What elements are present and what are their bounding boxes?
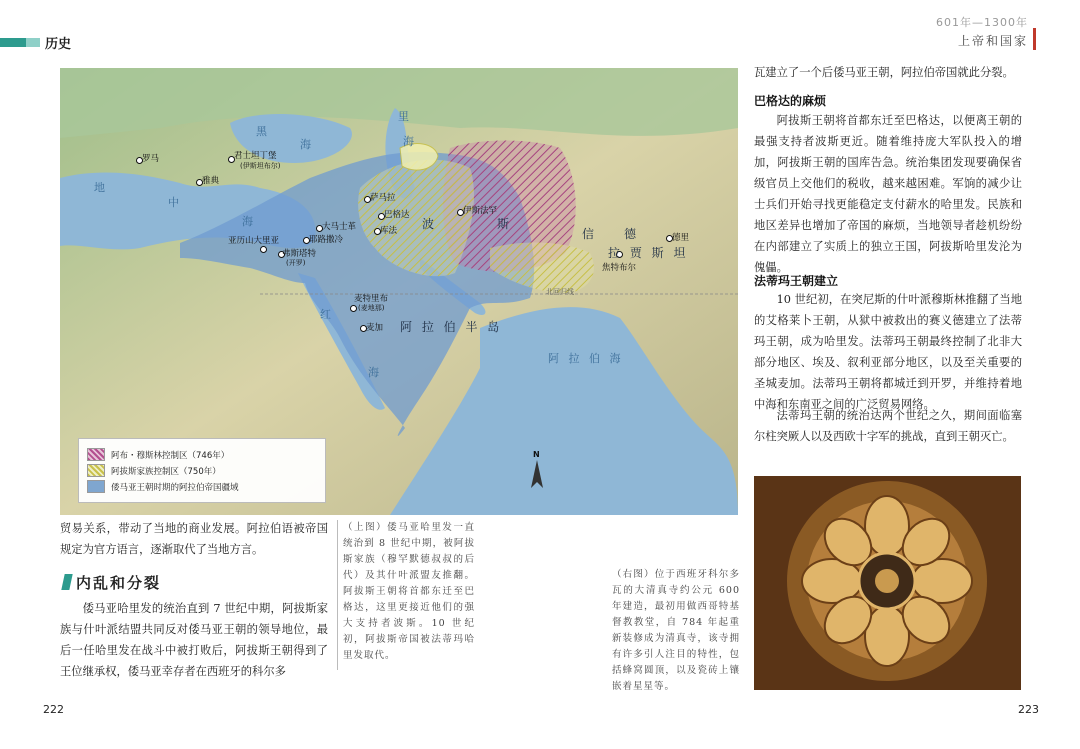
city-label-samarra: 萨马拉 — [370, 193, 396, 203]
city-label-rome: 罗马 — [142, 154, 160, 164]
legend-swatch-abbasid — [87, 464, 105, 477]
section-marker-icon — [61, 574, 72, 590]
sea-label-arabian: 阿 拉 伯 海 — [548, 352, 624, 365]
para-baghdad: 阿拔斯王朝将首都东迁至巴格达，以便离王朝的最强支持者波斯更近。随着维持庞大军队投入的增加，阿拔斯王朝的国库告急。统治集团发现要确保省级官员上交他们的税收，越来越困难。军饷的减少让士兵们开始寻找更能稳定支付薪水的哈里发。民族和地区差异也增加了帝国的麻烦，当地领导者趁机纷纷在内部建立了实质上的独立王国，阿拔斯哈里发沦为傀儡。 — [754, 114, 1022, 274]
header-red-rule — [1033, 28, 1036, 50]
map-legend — [78, 438, 326, 503]
city-label-delhi: 德里 — [672, 233, 690, 243]
city-label-jodhpur: 焦特布尔 — [602, 263, 637, 273]
photo-caption: （右图）位于西班牙科尔多瓦的大清真寺约公元 600 年建造，最初用做西哥特基督教教堂，自 784 年起重新装修成为清真寺，该寺拥有许多引人注目的特性，包括蜂窝圆顶，以及瓷砖上镶嵌着星星等。 — [612, 569, 740, 692]
page-number-right: 223 — [1018, 703, 1039, 716]
header-subtitle: 上帝和国家 — [957, 34, 1028, 48]
heading-fatimid: 法蒂玛王朝建立 — [754, 274, 839, 288]
city-label-constantinople: 君士坦丁堡 — [234, 151, 277, 161]
para-fatimid: 10 世纪初，在突尼斯的什叶派穆斯林推翻了当地的艾格莱卜王朝，从狱中被救出的赛义德建立了法蒂玛王朝，成为哈里发。法蒂玛王朝最终控制了北非大部分地区、埃及、叙利亚部分地区，以及至关重要的圣城麦加。法蒂玛王朝将都城迁到开罗，并维持着地中海和东南亚之间的广泛贸易网络。 — [754, 293, 1022, 411]
sea-label-red-2: 海 — [368, 366, 382, 379]
legend-swatch-abu-muslim — [87, 448, 105, 461]
legend-swatch-umayyad — [87, 480, 105, 493]
city-label-damascus: 大马士革 — [322, 222, 357, 232]
city-label-medina: 麦特里布 — [354, 294, 389, 304]
city-label-kufa: 库法 — [380, 226, 398, 236]
map-caption: （上图）倭马亚哈里发一直统治到 8 世纪中期，被阿拔斯家族（穆罕默德叔叔的后代）及其什叶派盟友推翻。阿拔斯王朝将首都东迁至巴格达，这里更接近他们的强大支持者波斯。10 世纪初，阿拔斯帝国被法蒂玛哈里发取代。 — [343, 522, 475, 661]
sea-label-caspian-2: 海 — [403, 135, 417, 148]
city-label-istanbul: (伊斯坦布尔) — [240, 162, 281, 170]
north-arrow-label: N — [533, 450, 540, 459]
region-label-sindh-2: 德 — [624, 227, 640, 241]
left-para-trade: 贸易关系，带动了当地的商业发展。阿拉伯语被帝国规定为官方语言，逐渐取代了当地方言。 — [60, 522, 328, 556]
region-label-persia-2: 斯 — [497, 217, 513, 231]
mosque-dome-photo — [754, 476, 1021, 690]
legend-label: 阿拔斯家族控制区（750年） — [111, 466, 221, 477]
header-right — [936, 14, 1028, 49]
tropic-label: 北回归线 — [546, 288, 574, 296]
sea-label-black-2: 海 — [300, 138, 314, 151]
city-label-baghdad: 巴格达 — [384, 210, 410, 220]
header-accent-bar-light — [26, 38, 40, 47]
sea-label-caspian-1: 里 — [398, 110, 412, 123]
city-label-athens: 雅典 — [202, 176, 220, 186]
city-label-mecca: 麦加 — [366, 323, 384, 333]
legend-label: 倭马亚王朝时期的阿拉伯帝国疆域 — [111, 482, 239, 493]
city-label-cairo: (开罗) — [286, 259, 306, 267]
sea-label-med-2: 中 — [168, 196, 182, 209]
section-title: 历史 — [45, 37, 72, 52]
city-label-fustat: 弗斯塔特 — [282, 249, 317, 259]
city-label-isfahan: 伊斯法罕 — [463, 206, 498, 216]
city-dot-medina — [350, 305, 357, 312]
caption-divider — [337, 520, 338, 670]
region-label-arabia: 阿 拉 伯 半 岛 — [400, 320, 503, 334]
region-label-sindh-1: 信 — [582, 227, 598, 241]
para-fatimid-end: 法蒂玛王朝的统治达两个世纪之久，期间面临塞尔柱突厥人以及西欧十字军的挑战，直到王朝灭亡。 — [754, 409, 1022, 443]
city-label-alexandria: 亚历山大里亚 — [228, 236, 280, 246]
sea-label-med-1: 地 — [94, 181, 108, 194]
section-heading-civil-war: 内乱和分裂 — [76, 574, 162, 592]
header-years: 601年—1300年 — [936, 16, 1028, 29]
region-label-persia-1: 波 — [422, 217, 438, 231]
sea-label-red-1: 红 — [320, 308, 334, 321]
right-intro: 瓦建立了一个后倭马亚王朝，阿拉伯帝国就此分裂。 — [754, 66, 1014, 79]
heading-baghdad-trouble: 巴格达的麻烦 — [754, 94, 827, 108]
city-dot-alexandria — [260, 246, 267, 253]
legend-item-abu-muslim — [87, 448, 317, 461]
legend-item-abbasid — [87, 464, 317, 477]
dome-graphic — [754, 476, 1021, 690]
page-number-left: 222 — [43, 703, 64, 716]
left-para-civil-war: 倭马亚哈里发的统治直到 7 世纪中期，阿拔斯家族与什叶派结盟共同反对倭马亚王朝的领导地位，最后一任哈里发在战斗中被打败后，阿拔斯王朝得到了王位继承权，倭马亚幸存者在西班牙的科尔多 — [60, 602, 328, 678]
legend-label: 阿布・穆斯林控制区（746年） — [111, 450, 230, 461]
sea-label-black-1: 黑 — [256, 125, 270, 138]
region-label-rajasthan: 拉 贾 斯 坦 — [608, 246, 689, 260]
city-label-jerusalem: 耶路撒冷 — [309, 235, 344, 245]
city-label-medina-alt: (麦地那) — [358, 304, 385, 312]
legend-item-umayyad — [87, 480, 317, 493]
sea-label-med-3: 海 — [242, 215, 256, 228]
